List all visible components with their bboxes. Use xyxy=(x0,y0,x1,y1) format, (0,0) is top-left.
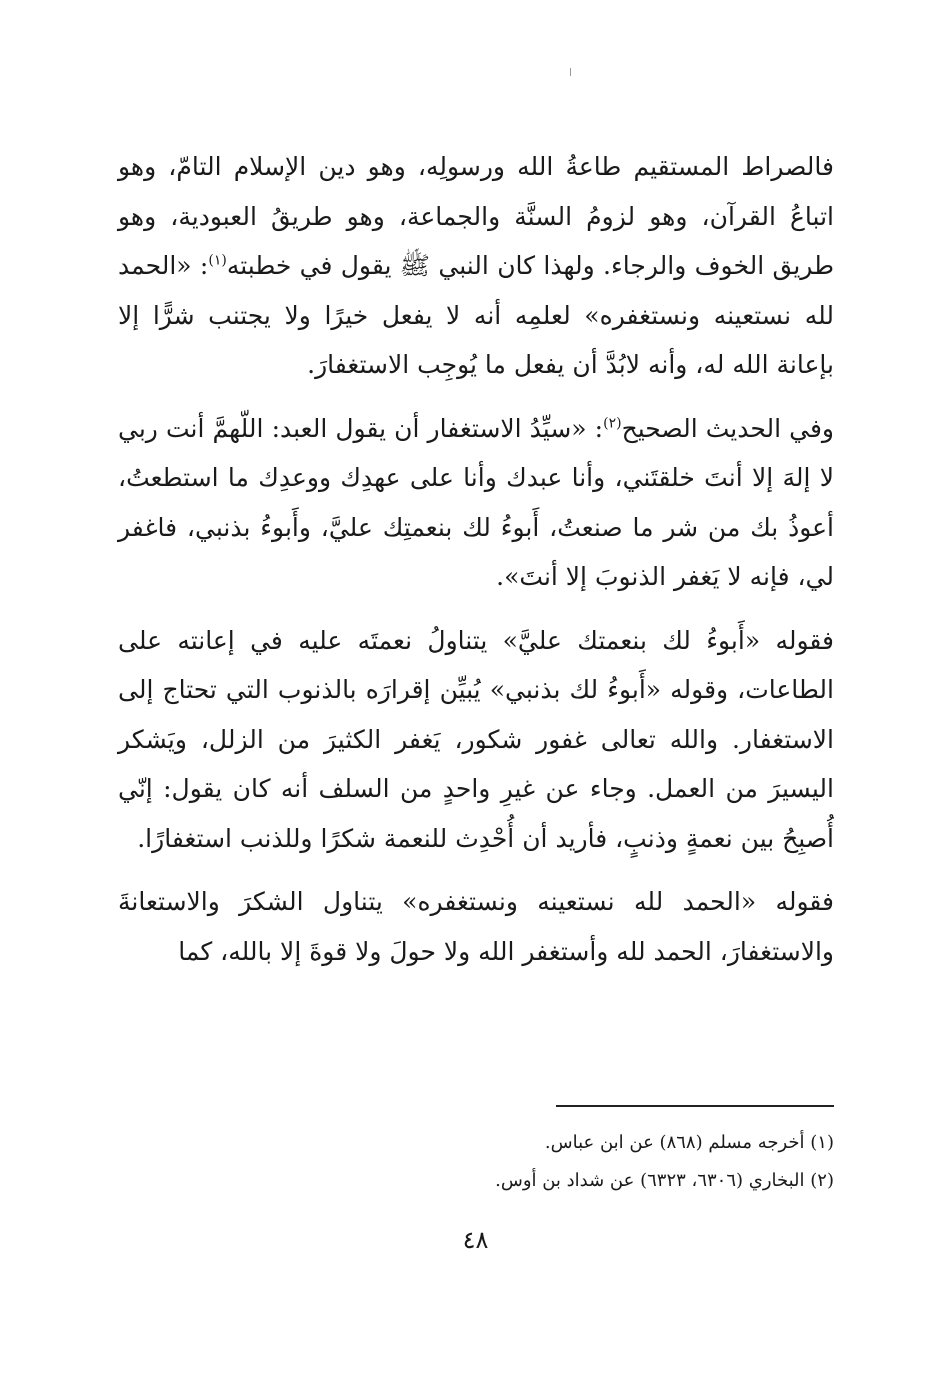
paragraph-1-text-end: : «الحمد لله نستعينه ونستغفره» لعلمِه أنه لا يفعل خيرًا ولا يجتنب شرًّا إلا بإعانة الله له، وأنه لابُدَّ أن يفعل ما يُوجِب الاستغفارَ. xyxy=(118,251,834,379)
paragraph-4 xyxy=(118,877,834,976)
paragraph-1-text-start: فالصراط المستقيم طاعةُ الله ورسولِه، وهو دين الإسلام التامّ، وهو اتباعُ القرآن، وهو لزومُ السنَّة والجماعة، وهو طريقُ العبودية، وهو طريق الخوف والرجاء. ولهذا كان النبي ﷺ يقول في خطبته xyxy=(118,152,834,280)
paragraph-4-text: فقوله «الحمد لله نستعينه ونستغفره» يتناول الشكرَ والاستعانةَ والاستغفارَ، الحمد لله وأستغفر الله ولا حولَ ولا قوةَ إلا بالله، كما xyxy=(118,887,835,966)
scan-speck xyxy=(570,68,571,76)
paragraph-2-text-start: وفي الحديث الصحيح xyxy=(621,413,834,443)
footnote-1: (١) أخرجه مسلم (٨٦٨) عن ابن عباس. xyxy=(544,1132,834,1153)
footnote-2: (٢) البخاري (٦٣٠٦، ٦٣٢٣) عن شداد بن أوس. xyxy=(495,1170,834,1191)
footnotes xyxy=(118,1124,834,1200)
paragraph-3-text: فقوله «أَبوءُ لك بنعمتك عليَّ» يتناولُ نعمتَه عليه في إعانته على الطاعات، وقوله «أَبوءُ لك بذنبي» يُبيِّن إقرارَه بالذنوب التي تحتاج إلى الاستغفار. والله تعالى غفور شكور، يَغفر الكثيرَ من الزلل، ويَشكر اليسيرَ من العمل. وجاء عن غيرِ واحدٍ من السلف أنه كان يقول: إنّي أُصبِحُ بين نعمةٍ وذنبٍ، فأريد أن أُحْدِث للنعمة شكرًا وللذنب استغفارًا. xyxy=(118,625,834,853)
main-text xyxy=(118,142,834,976)
paragraph-2 xyxy=(118,404,834,602)
paragraph-3 xyxy=(118,616,834,864)
footnote-ref-2: (٢) xyxy=(603,415,622,432)
page-number: ٤٨ xyxy=(462,1226,489,1254)
footnote-ref-1: (١) xyxy=(208,252,227,269)
paragraph-1 xyxy=(118,142,834,390)
paragraph-2-text-end: : «سيِّدُ الاستغفار أن يقول العبد: اللّهمَّ أنت ربي لا إلهَ إلا أنتَ خلقتَني، وأنا عبدك وأنا على عهدِك ووعدِك ما استطعتُ، أعوذُ بك من شر ما صنعتُ، أَبوءُ لك بنعمتِك عليَّ، وأَبوءُ بذنبي، فاغفر لي، فإنه لا يَغفر الذنوبَ إلا أنتَ». xyxy=(118,413,834,591)
footnote-divider xyxy=(556,1105,834,1107)
